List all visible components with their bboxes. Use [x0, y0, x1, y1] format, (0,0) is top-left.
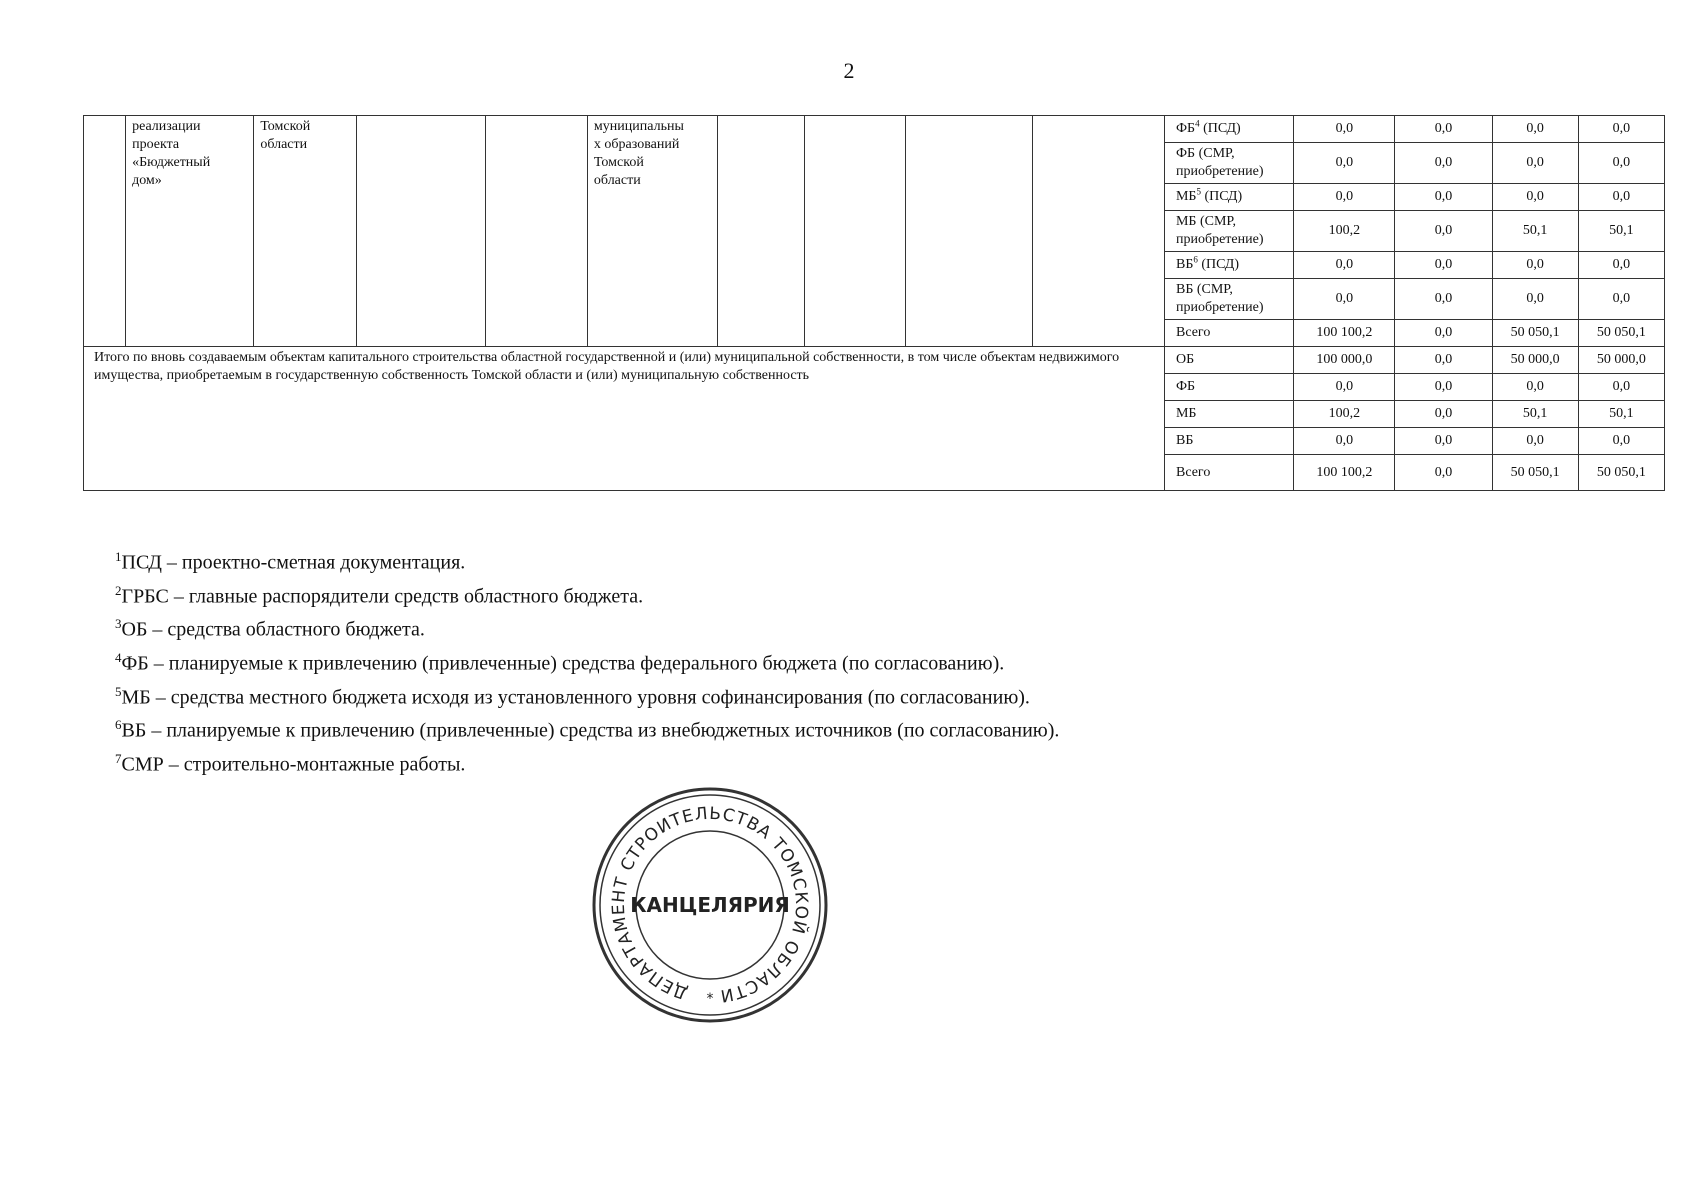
table-cell-value: 0,0: [1395, 116, 1492, 143]
table-cell-value: 0,0: [1578, 374, 1664, 401]
source-label: ФБ (СМР, приобретение): [1175, 146, 1264, 179]
table-row: [84, 347, 1665, 374]
table-cell-municipal: муниципальны х образований Томской области: [587, 116, 717, 347]
table-cell-value: 50,1: [1492, 401, 1578, 428]
table-cell-source: [1164, 143, 1293, 184]
table-cell-value: 0,0: [1395, 428, 1492, 455]
footnote-number: 6: [115, 717, 122, 733]
table-cell-value: 0,0: [1578, 279, 1664, 320]
footnote-number: 3: [115, 616, 122, 632]
table-cell-value: 0,0: [1395, 279, 1492, 320]
table-cell-value: 0,0: [1492, 184, 1578, 211]
table-cell-source: [1164, 211, 1293, 252]
table-cell-value: 0,0: [1578, 143, 1664, 184]
stamp-center-text: КАНЦЕЛЯРИЯ: [630, 893, 790, 917]
table-cell-value: 0,0: [1492, 252, 1578, 279]
footnote-text: ОБ – средства областного бюджета.: [121, 618, 425, 641]
table-cell-source: [1164, 252, 1293, 279]
source-footnote-ref: 6: [1193, 254, 1198, 265]
table-cell-source: [1164, 116, 1293, 143]
table-cell-empty: [718, 116, 805, 347]
table-cell-value: 0,0: [1492, 116, 1578, 143]
table-cell-value: 0,0: [1492, 143, 1578, 184]
table-cell-value: 100 000,0: [1294, 347, 1395, 374]
table-cell-source: [1164, 455, 1293, 491]
footnote-text: МБ – средства местного бюджета исходя из установленного уровня софинансирования (по согласованию).: [121, 686, 1030, 709]
table-cell-project: реализации проекта «Бюджетный дом»: [126, 116, 254, 347]
source-label: МБ: [1175, 406, 1197, 421]
table-cell-source: [1164, 347, 1293, 374]
table-cell-value: 0,0: [1294, 184, 1395, 211]
table-cell-empty: [356, 116, 485, 347]
table-cell-value: 0,0: [1578, 428, 1664, 455]
source-suffix: (ПСД): [1197, 257, 1239, 272]
source-label: ВБ: [1175, 257, 1194, 272]
table-cell-value: 0,0: [1294, 143, 1395, 184]
table-cell-value: 0,0: [1395, 211, 1492, 252]
table-cell-value: 0,0: [1294, 279, 1395, 320]
source-footnote-ref: 4: [1195, 118, 1200, 129]
table-cell-region: Томской области: [254, 116, 356, 347]
table-cell-value: 0,0: [1578, 184, 1664, 211]
table-cell-empty: [485, 116, 587, 347]
table-cell-value: 50 000,0: [1492, 347, 1578, 374]
table-cell-value: 0,0: [1395, 455, 1492, 491]
stamp-star: *: [706, 991, 714, 1007]
footnote-number: 4: [115, 649, 122, 665]
table-cell-value: 0,0: [1294, 116, 1395, 143]
footnote: [115, 543, 1059, 577]
footnote-number: 7: [115, 750, 122, 766]
table-cell-value: 0,0: [1294, 428, 1395, 455]
footnote: [115, 678, 1059, 712]
table-cell-value: 0,0: [1395, 320, 1492, 347]
table-cell-value: 50,1: [1578, 211, 1664, 252]
footnote-number: 2: [115, 582, 122, 598]
table-cell-value: 100,2: [1294, 211, 1395, 252]
table-cell-value: 50 050,1: [1578, 320, 1664, 347]
page-number: 2: [843, 58, 855, 83]
table-cell-value: 50 050,1: [1492, 320, 1578, 347]
table-cell-source: [1164, 320, 1293, 347]
source-label: МБ: [1175, 189, 1197, 204]
table-cell-source: [1164, 401, 1293, 428]
table-cell-value: 0,0: [1578, 252, 1664, 279]
table-cell-source: [1164, 374, 1293, 401]
source-label: ФБ: [1175, 121, 1196, 136]
footnote: [115, 577, 1059, 611]
table-cell-empty: [905, 116, 1032, 347]
table-cell-source: [1164, 428, 1293, 455]
table-cell-value: 0,0: [1294, 252, 1395, 279]
table-cell-source: [1164, 279, 1293, 320]
footnote: [115, 745, 1059, 779]
source-label: Всего: [1175, 464, 1211, 480]
footnote-number: 5: [115, 683, 122, 699]
table-cell-source: [1164, 184, 1293, 211]
footnote-text: ПСД – проектно-сметная документация.: [121, 551, 466, 574]
footnotes: [115, 543, 1059, 779]
total-label: Итого по вновь создаваемым объектам капитального строительства областной государственной и (или) муниципальной собственности, в том числе объектам недвижимого имущества, приобретаемым в государственную собственность Томской области и (или) муниципальную собственность: [84, 347, 1165, 491]
footnote: [115, 711, 1059, 745]
footnote: [115, 610, 1059, 644]
stamp-ring-text: ДЕПАРТАМЕНТ СТРОИТЕЛЬСТВА ТОМСКОЙ ОБЛАСТИ: [608, 803, 812, 1006]
source-label: ВБ (СМР, приобретение): [1175, 282, 1264, 315]
footnote-number: 1: [115, 549, 122, 564]
table-cell-empty: [1032, 116, 1164, 347]
source-label: Всего: [1175, 325, 1211, 340]
table-row: [84, 116, 1665, 143]
footnote-text: СМР – строительно-монтажные работы.: [121, 753, 466, 776]
source-label: ФБ: [1175, 379, 1196, 394]
footnote-text: ВБ – планируемые к привлечению (привлеченные) средства из внебюджетных источников (по согласованию).: [121, 719, 1060, 742]
footnote-text: ФБ – планируемые к привлечению (привлеченные) средства федерального бюджета (по согласованию).: [121, 652, 1005, 675]
table-cell-value: 0,0: [1492, 279, 1578, 320]
budget-table: [83, 115, 1665, 491]
table-cell-index: [84, 116, 126, 347]
table-cell-value: 50 000,0: [1578, 347, 1664, 374]
table-cell-value: 50,1: [1492, 211, 1578, 252]
table-cell-value: 100 100,2: [1294, 455, 1395, 491]
table-cell-value: 50 050,1: [1578, 455, 1664, 491]
footnote-text: ГРБС – главные распорядители средств областного бюджета.: [121, 585, 644, 608]
stamp: [590, 785, 830, 1025]
table-cell-value: 100,2: [1294, 401, 1395, 428]
table-cell-value: 0,0: [1395, 252, 1492, 279]
footnote: [115, 644, 1059, 678]
source-label: ОБ: [1175, 352, 1195, 367]
table-cell-value: 0,0: [1395, 347, 1492, 374]
source-suffix: (ПСД): [1200, 189, 1243, 204]
table-cell-value: 0,0: [1395, 374, 1492, 401]
table-cell-value: 100 100,2: [1294, 320, 1395, 347]
table-cell-value: 0,0: [1395, 184, 1492, 211]
table-cell-value: 0,0: [1395, 401, 1492, 428]
table-cell-value: 50,1: [1578, 401, 1664, 428]
table-cell-value: 50 050,1: [1492, 455, 1578, 491]
table-cell-empty: [805, 116, 905, 347]
table-cell-value: 0,0: [1492, 374, 1578, 401]
source-label: ВБ: [1175, 433, 1194, 448]
source-footnote-ref: 5: [1196, 186, 1201, 197]
budget-table-body: [84, 116, 1665, 491]
source-label: МБ (СМР, приобретение): [1175, 214, 1264, 247]
table-cell-value: 0,0: [1578, 116, 1664, 143]
table-cell-value: 0,0: [1492, 428, 1578, 455]
table-cell-value: 0,0: [1395, 143, 1492, 184]
table-cell-value: 0,0: [1294, 374, 1395, 401]
source-suffix: (ПСД): [1199, 121, 1241, 136]
